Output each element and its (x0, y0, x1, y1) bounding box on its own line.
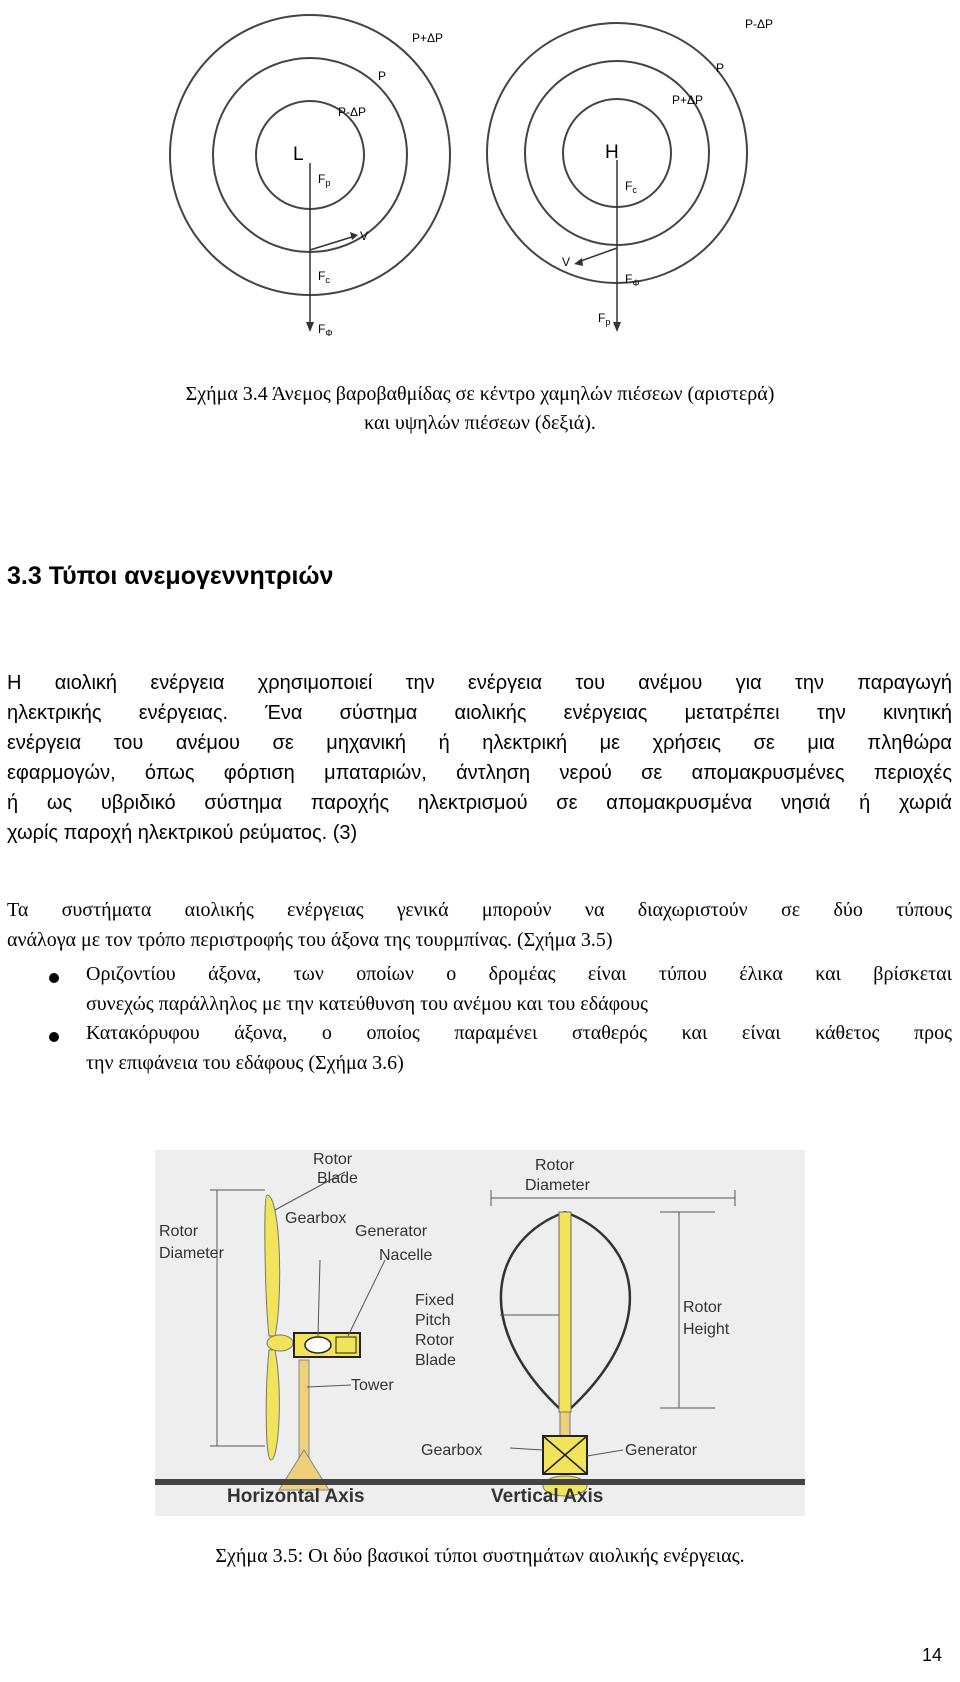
fixed-pitch-label: Pitch (415, 1312, 451, 1329)
figure-3-5-caption: Σχήμα 3.5: Οι δύο βασικοί τύποι συστημάτων αιολικής ενέργειας. (215, 1545, 745, 1567)
v-label: V (562, 255, 571, 269)
rotor-shaft (559, 1212, 571, 1412)
rotor-blade-label: Blade (317, 1170, 358, 1187)
section-heading: 3.3 Τύποι ανεμογεννητριών (7, 562, 334, 590)
paragraph-line: ή ως υβριδικό σύστημα παροχής ηλεκτρισμού σε απομακρυσμένα νησιά ή χωριά (7, 792, 952, 814)
inner-pressure-label: P+ΔP (672, 93, 704, 107)
fp-arrowhead (306, 322, 314, 332)
paragraph-line: χωρίς παροχή ηλεκτρικού ρεύματος. (3) (7, 822, 358, 844)
figure-3-4-caption-line2: και υψηλών πιέσεων (δεξιά). (364, 412, 596, 434)
rotor-hub (267, 1335, 293, 1351)
bullet-line: Κατακόρυφου άξονα, ο οποίος παραμένει σταθερός και είναι κάθετος προς (86, 1022, 952, 1044)
generator-label: Generator (625, 1442, 698, 1459)
fixed-pitch-label: Fixed (415, 1292, 455, 1309)
paragraph-line: εφαρμογών, όπως φόρτιση μπαταριών, άντληση νερού σε απομακρυσμένες περιοχές (7, 762, 952, 784)
wind-arrowhead (350, 232, 358, 240)
fixed-pitch-label: Rotor (415, 1332, 455, 1349)
paragraph-2 (7, 895, 952, 955)
paragraph-line: Η αιολική ενέργεια χρησιμοποιεί την ενέργεια του ανέμου για την παραγωγή (7, 672, 952, 694)
rotor-height-label: Rotor (683, 1299, 723, 1316)
paragraph-line: ενέργεια του ανέμου σε μηχανική ή ηλεκτρική με χρήσεις σε μια πληθώρα (7, 732, 952, 754)
fc-label: $F_c$ (625, 179, 637, 195)
high-pressure-diagram (487, 17, 773, 332)
middle-pressure-label: P (378, 69, 387, 83)
fp-label: $F_p$ (318, 172, 331, 188)
bullet-horizontal-axis (86, 959, 952, 1019)
bullet-icon (49, 973, 59, 983)
outer-pressure-label: P+ΔP (412, 31, 444, 45)
ground-line (155, 1479, 805, 1485)
fp-label: $F_p$ (598, 311, 611, 327)
ff-label: $F_\Phi$ (318, 322, 333, 338)
horizontal-axis-label: Horizontal Axis (227, 1486, 365, 1507)
rotor-blade-label: Rotor (313, 1151, 353, 1168)
gearbox (305, 1337, 331, 1353)
rotor-diameter-label: Rotor (535, 1157, 575, 1174)
low-pressure-diagram (170, 15, 450, 338)
paragraph-1 (7, 668, 952, 848)
inner-pressure-label: P-ΔP (338, 105, 367, 119)
generator (336, 1337, 356, 1353)
figure-3-4-caption-line1: Σχήμα 3.4 Άνεμος βαροβαθμίδας σε κέντρο χαμηλών πιέσεων (αριστερά) (185, 383, 775, 405)
wind-arrowhead (574, 258, 583, 266)
bullet-line: Οριζοντίου άξονα, των οποίων ο δρομέας είναι τύπου έλικα και βρίσκεται (86, 963, 952, 985)
bullet-icon (49, 1032, 59, 1042)
rotor-diameter-label: Diameter (525, 1177, 590, 1194)
tower-section (560, 1412, 570, 1436)
rotor-diameter-label: Rotor (159, 1223, 199, 1240)
wind-arrow (310, 236, 355, 250)
bullet-vertical-axis (86, 1018, 952, 1078)
high-center-label: H (605, 142, 619, 163)
pressure-gradient-figure (150, 0, 810, 350)
fp-arrowhead (613, 322, 621, 332)
fc-label: $F_c$ (318, 269, 330, 285)
paragraph-line: ηλεκτρικής ενέργειας. Ένα σύστημα αιολικής ενέργειας μετατρέπει την κινητική (7, 702, 952, 724)
gearbox-label: Gearbox (285, 1210, 347, 1227)
v-label: V (360, 229, 369, 243)
bullet-line: την επιφάνεια του εδάφους (Σχήμα 3.6) (86, 1052, 404, 1074)
gearbox-label: Gearbox (421, 1442, 483, 1459)
fixed-pitch-label: Blade (415, 1352, 456, 1369)
middle-pressure-label: P (716, 61, 725, 75)
tower-label: Tower (351, 1377, 394, 1394)
rotor-diameter-label: Diameter (159, 1245, 224, 1262)
generator-label: Generator (355, 1223, 428, 1240)
paragraph-line: ανάλογα με τον τρόπο περιστροφής του άξονα της τουρμπίνας. (Σχήμα 3.5) (7, 929, 613, 951)
vertical-axis-label: Vertical Axis (491, 1486, 604, 1507)
page-number: 14 (921, 1645, 942, 1665)
bullet-line: συνεχώς παράλληλος με την κατεύθυνση του ανέμου και του εδάφους (86, 993, 648, 1015)
paragraph-line: Τα συστήματα αιολικής ενέργειας γενικά μπορούν να διαχωριστούν σε δύο τύπους (7, 899, 952, 921)
ff-label: $F_\Phi$ (625, 272, 640, 288)
wind-turbine-types-figure (155, 1150, 805, 1516)
rotor-height-label: Height (683, 1321, 730, 1338)
nacelle-label: Nacelle (379, 1247, 433, 1264)
wind-arrow (578, 248, 617, 262)
outer-pressure-label: P-ΔP (745, 17, 774, 31)
lower-rotor-blade (266, 1350, 279, 1460)
low-center-label: L (293, 144, 304, 165)
